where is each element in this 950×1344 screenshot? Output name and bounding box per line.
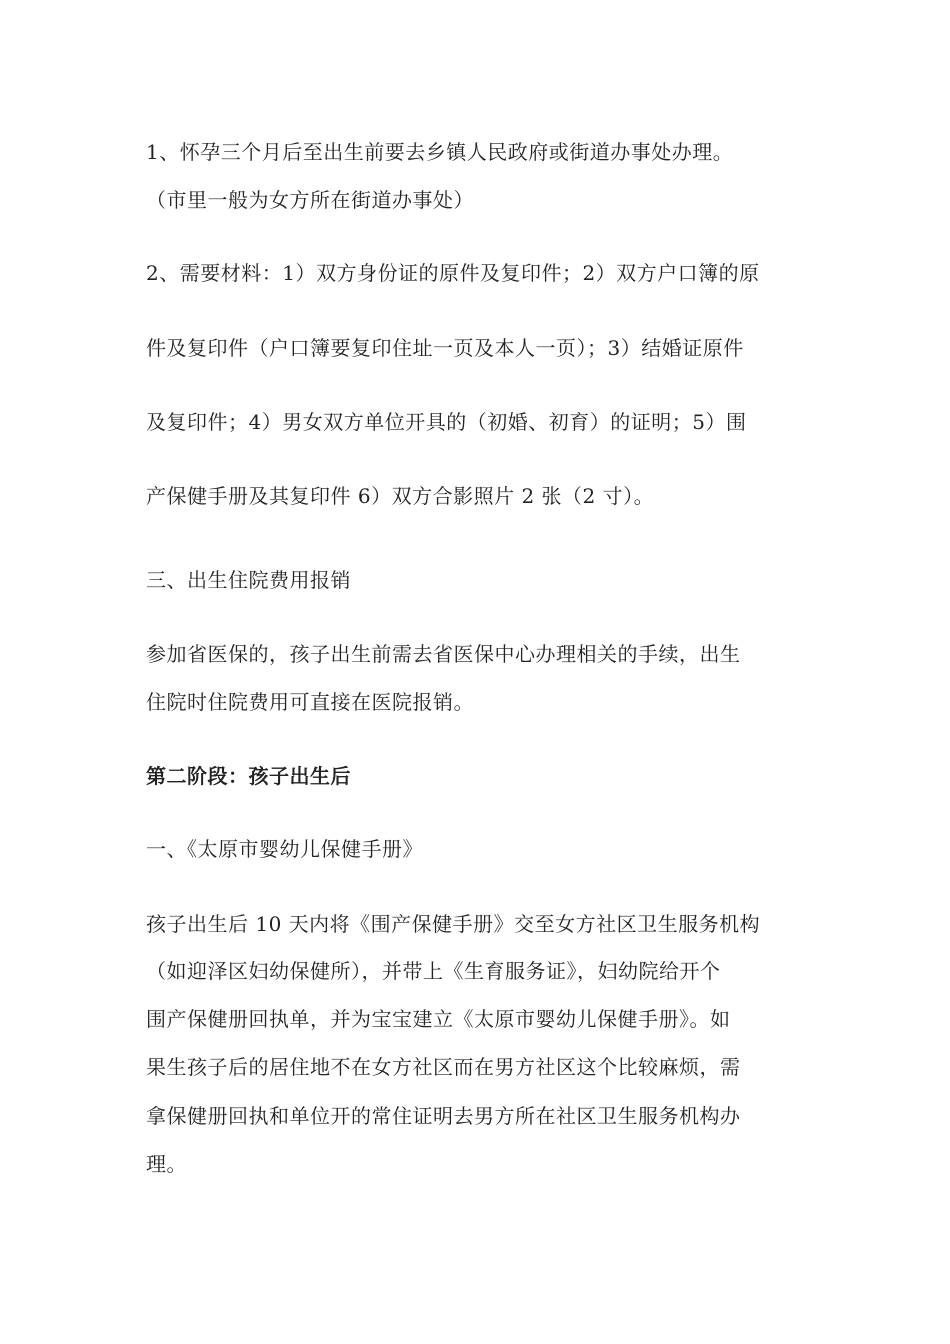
part1-line-6: 理。	[146, 1152, 187, 1176]
section3-heading: 三、出生住院费用报销	[146, 568, 351, 592]
section2-line-4: 产保健手册及其复印件 6）双方合影照片 2 张（2 寸）。	[146, 484, 655, 508]
part1-line-2: （如迎泽区妇幼保健所），并带上《生育服务证》，妇幼院给开个	[146, 959, 721, 983]
stage2-heading: 第二阶段：孩子出生后	[146, 764, 351, 788]
part1-heading: 一、《太原市婴幼儿保健手册》	[146, 837, 423, 861]
section2-line-3: 及复印件；4）男女双方单位开具的（初婚、初育）的证明；5）围	[146, 410, 747, 434]
section2-line-1: 2、需要材料：1）双方身份证的原件及复印件；2）双方户口簿的原	[146, 261, 760, 285]
part1-line-5: 拿保健册回执和单位开的常住证明去男方所在社区卫生服务机构办	[146, 1104, 741, 1128]
part1-line-3: 围产保健册回执单，并为宝宝建立《太原市婴幼儿保健手册》。如	[146, 1007, 731, 1031]
part1-line-1: 孩子出生后 10 天内将《围产保健手册》交至女方社区卫生服务机构	[146, 912, 761, 936]
part1-line-4: 果生孩子后的居住地不在女方社区而在男方社区这个比较麻烦，需	[146, 1055, 741, 1079]
section1-line-1: 1、怀孕三个月后至出生前要去乡镇人民政府或街道办事处办理。	[146, 140, 734, 164]
section3-line-1: 参加省医保的，孩子出生前需去省医保中心办理相关的手续，出生	[146, 642, 741, 666]
section2-line-2: 件及复印件（户口簿要复印住址一页及本人一页）；3）结婚证原件	[146, 336, 744, 360]
section1-line-2: （市里一般为女方所在街道办事处）	[146, 188, 474, 212]
section3-line-2: 住院时住院费用可直接在医院报销。	[146, 690, 474, 714]
